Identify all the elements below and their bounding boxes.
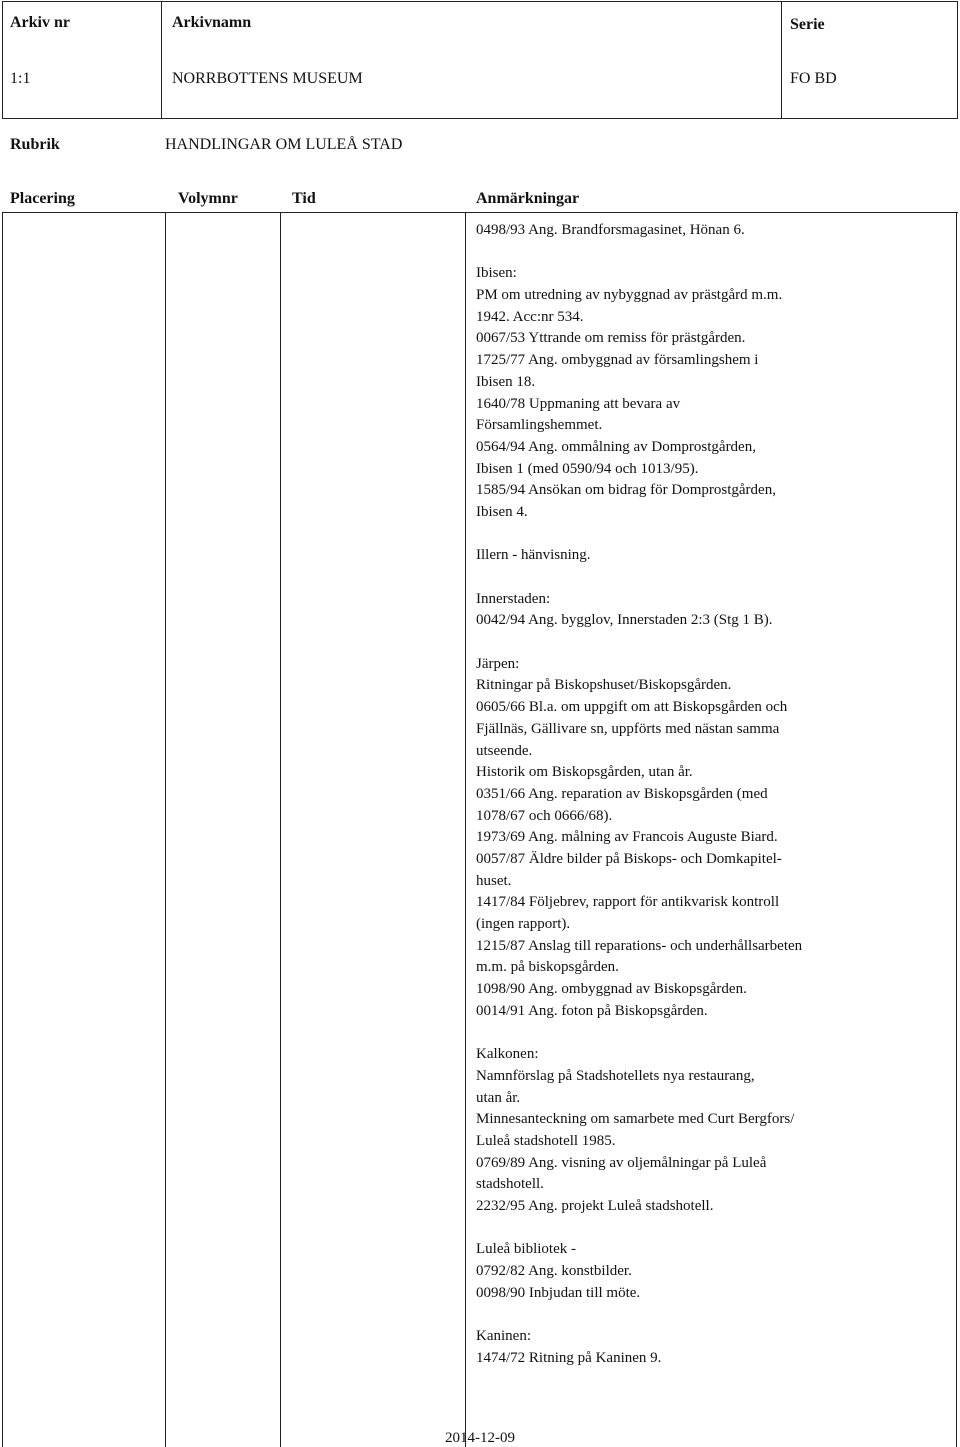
note-line: 0014/91 Ang. foton på Biskopsgården. <box>476 1002 708 1019</box>
column-anmarkningar: Anmärkningar <box>476 190 580 207</box>
note-line: 0792/82 Ang. konstbilder. <box>476 1263 632 1279</box>
note-line: 0057/87 Äldre bilder på Biskops- och Domkapitel- <box>476 850 782 867</box>
note-line: stadshotell. <box>476 1176 544 1193</box>
note-line: 0042/94 Ang. bygglov, Innerstaden 2:3 (Stg 1 B). <box>476 612 773 629</box>
note-line: 1640/78 Uppmaning att bevara av <box>476 395 681 412</box>
note-blank-line <box>476 1218 946 1240</box>
note-line: Församlingshemmet. <box>476 417 603 434</box>
note-line: (ingen rapport). <box>476 916 571 932</box>
note-line: utan år. <box>476 1089 521 1106</box>
note-line: 0498/93 Ang. Brandforsmagasinet, Hönan 6. <box>476 222 745 238</box>
note-line: Minnesanteckning om samarbete med Curt Bergfors/ <box>476 1111 795 1128</box>
note-line: Luleå stadshotell 1985. <box>476 1132 616 1149</box>
note-line: Järpen: <box>476 655 520 672</box>
note-blank-line <box>476 567 946 589</box>
note-line: 2232/95 Ang. projekt Luleå stadshotell. <box>476 1197 714 1214</box>
note-line: m.m. på biskopsgården. <box>476 959 619 976</box>
note-line: 1215/87 Anslag till reparations- och underhållsarbeten <box>476 937 803 954</box>
table-divider-placering <box>165 212 166 1447</box>
note-line: utseende. <box>476 742 533 759</box>
note-line: 0098/90 Inbjudan till möte. <box>476 1284 641 1301</box>
serie-label: Serie <box>790 16 825 33</box>
note-line: Ibisen 4. <box>476 503 528 520</box>
note-line: Ritningar på Biskopshuset/Biskopsgården. <box>476 677 732 694</box>
arkivnamn-label: Arkivnamn <box>172 14 252 31</box>
column-tid: Tid <box>292 190 316 207</box>
note-line: 1725/77 Ang. ombyggnad av församlingshem i <box>476 352 759 369</box>
arkivnamn-value: NORRBOTTENS MUSEUM <box>172 70 363 87</box>
note-line: 1078/67 och 0666/68). <box>476 807 613 824</box>
note-blank-line <box>476 524 946 546</box>
header-divider-2 <box>781 1 782 118</box>
column-placering: Placering <box>10 190 75 207</box>
note-line: 0564/94 Ang. ommålning av Domprostgården, <box>476 438 756 455</box>
note-line: PM om utredning av nybyggnad av prästgård m.m. <box>476 287 783 304</box>
note-line: Historik om Biskopsgården, utan år. <box>476 764 693 781</box>
note-line: Ibisen 1 (med 0590/94 och 1013/95). <box>476 460 699 477</box>
note-line: 1585/94 Ansökan om bidrag för Domprostgården, <box>476 482 776 499</box>
note-line: Kaninen: <box>476 1328 531 1345</box>
note-line: Fjällnäs, Gällivare sn, uppförts med nästan samma <box>476 720 780 737</box>
note-line: huset. <box>476 872 512 889</box>
arkivnr-label: Arkiv nr <box>10 14 70 31</box>
note-line: 0351/66 Ang. reparation av Biskopsgården (med <box>476 785 768 802</box>
note-line: 1417/84 Följebrev, rapport för antikvarisk kontroll <box>476 894 780 911</box>
note-line: Namnförslag på Stadshotellets nya restaurang, <box>476 1067 755 1084</box>
note-blank-line <box>476 632 946 654</box>
rubrik-label: Rubrik <box>10 136 60 153</box>
note-line: Illern - hänvisning. <box>476 547 591 564</box>
note-line: 0067/53 Yttrande om remiss för prästgården. <box>476 330 746 347</box>
table-right-edge <box>956 212 957 1447</box>
note-line: Innerstaden: <box>476 590 551 607</box>
table-top-rule <box>2 212 958 213</box>
note-blank-line <box>476 1304 946 1326</box>
note-line: 1474/72 Ritning på Kaninen 9. <box>476 1349 662 1366</box>
table-divider-volymnr <box>280 212 281 1447</box>
note-line: Ibisen: <box>476 265 517 282</box>
note-line: Luleå bibliotek - <box>476 1241 576 1258</box>
footer-date: 2014-12-09 <box>445 1430 515 1446</box>
note-line: 1942. Acc:nr 534. <box>476 308 584 325</box>
table-left-edge <box>2 212 3 1447</box>
serie-value: FO BD <box>790 70 837 87</box>
note-line: Kalkonen: <box>476 1046 539 1063</box>
column-volymnr: Volymnr <box>178 190 238 207</box>
table-divider-tid <box>465 212 466 1447</box>
note-line: Ibisen 18. <box>476 373 536 390</box>
header-divider-1 <box>161 1 162 118</box>
note-line: 1098/90 Ang. ombyggnad av Biskopsgården. <box>476 981 747 998</box>
note-blank-line <box>476 242 946 264</box>
note-line: 0769/89 Ang. visning av oljemålningar på Luleå <box>476 1154 767 1171</box>
note-blank-line <box>476 1022 946 1044</box>
anmarkningar-text <box>476 220 946 1369</box>
note-line: 0605/66 Bl.a. om uppgift om att Biskopsgården och <box>476 699 788 716</box>
note-line: 1973/69 Ang. målning av Francois Auguste Biard. <box>476 829 778 846</box>
rubrik-value: HANDLINGAR OM LULEÅ STAD <box>165 136 403 153</box>
arkivnr-value: 1:1 <box>10 70 31 87</box>
